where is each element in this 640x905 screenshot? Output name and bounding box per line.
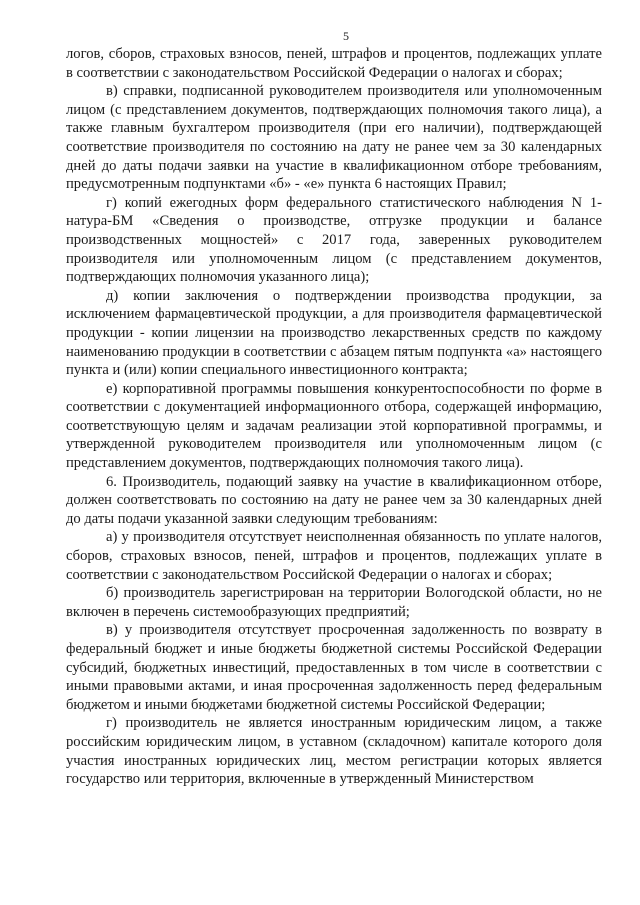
document-body bbox=[66, 45, 602, 789]
paragraph-req-b-registration: б) производитель зарегистрирован на территории Вологодской области, но не включен в перечень системообразующих предприятий; bbox=[66, 585, 602, 620]
paragraph-continuation: логов, сборов, страховых взносов, пеней, штрафов и процентов, подлежащих уплате в соответствии с законодательством Российской Федерации о налогах и сборах; bbox=[66, 46, 602, 81]
paragraph-item-e-corporate-program: е) корпоративной программы повышения конкурентоспособности по форме в соответствии с документацией информационного отбора, содержащей информацию, соответствующую целям и задачам реализации этой корпоративной программы, и утвержденной руководителем производителя или уполномоченным лицом (с представлением документов, подтверждающих полномочия такого лица). bbox=[66, 380, 602, 472]
paragraph-req-g-not-foreign-entity: г) производитель не является иностранным юридическим лицом, а также российским юридическим лицом, в уставном (складочном) капитале которого доля участия иностранных юридических лиц, местом регистрации которых является государство или территория, включенные в утвержденный Министерством bbox=[66, 715, 602, 788]
page-number: 5 bbox=[343, 29, 349, 43]
paragraph-item-d-production-conclusion: д) копии заключения о подтверждении производства продукции, за исключением фармацевтической продукции, а для производителя фармацевтической продукции - копии лицензии на производство лекарственных средств по каждому наименованию продукции в соответствии с абзацем пятым подпункта «а» настоящего пункта и (или) копии специального инвестиционного контракта; bbox=[66, 287, 602, 379]
paragraph-section-6-requirements: 6. Производитель, подающий заявку на участие в квалификационном отборе, должен соответствовать по состоянию на дату не ранее чем за 30 календарных дней до даты подачи указанной заявки следующим требованиям: bbox=[66, 473, 602, 527]
paragraph-item-v-certificate: в) справки, подписанной руководителем производителя или уполномоченным лицом (с представлением документов, подтверждающих полномочия такого лица), а также главным бухгалтером производителя (при его наличии), подтверждающей соответствие производителя по состоянию на дату не ранее чем за 30 календарных дней до даты подачи заявки на участие в квалификационном отборе требованиям, предусмотренным подпунктами «б» - «е» пункта 6 настоящих Правил; bbox=[66, 83, 602, 193]
paragraph-item-g-statistics-forms: г) копий ежегодных форм федерального статистического наблюдения N 1-натура-БМ «Сведения о производстве, отгрузке продукции и балансе производственных мощностей» с 2017 года, заверенных руководителем производителя или уполномоченным лицом (с представлением документов, подтверждающих полномочия указанного лица); bbox=[66, 194, 602, 286]
paragraph-req-v-no-overdue-debt: в) у производителя отсутствует просроченная задолженность по возврату в федеральный бюджет и иные бюджеты бюджетной системы Российской Федерации субсидий, бюджетных инвестиций, предоставленных в том числе в соответствии с иными правовыми актами, и иная просроченная задолженность перед федеральным бюджетом и иными бюджетами бюджетной системы Российской Федерации; bbox=[66, 622, 602, 713]
paragraph-req-a-no-tax-debt: а) у производителя отсутствует неисполненная обязанность по уплате налогов, сборов, страховых взносов, пеней, штрафов и процентов, подлежащих уплате в соответствии с законодательством Российской Федерации о налогах и сборах; bbox=[66, 529, 602, 583]
